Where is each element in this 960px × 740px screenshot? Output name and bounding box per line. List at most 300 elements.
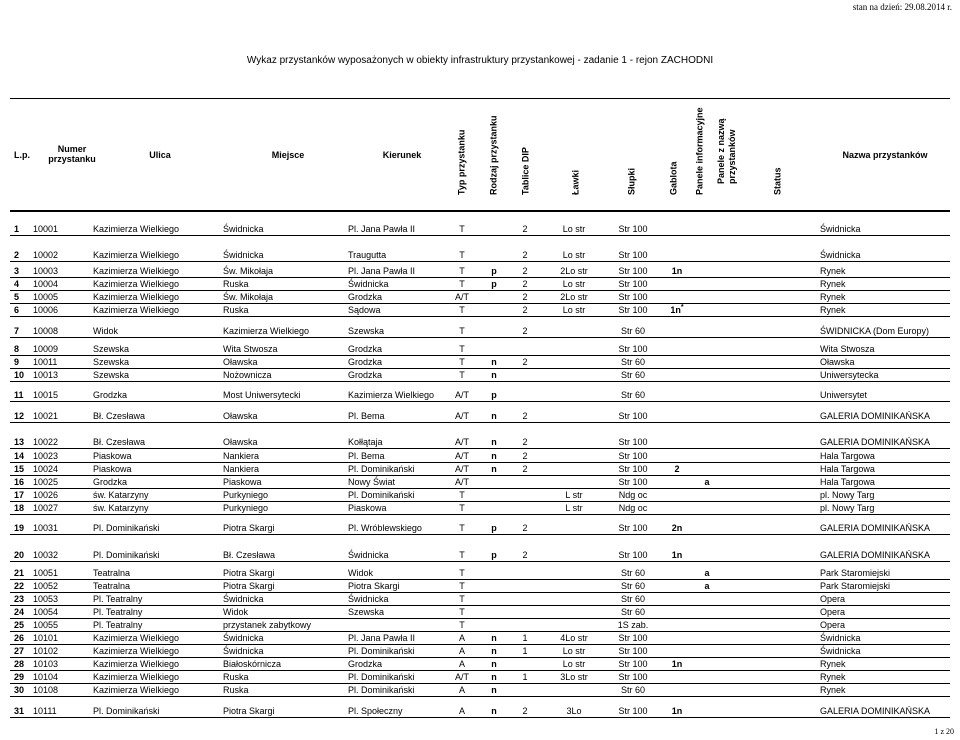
cell-na: Świdnicka xyxy=(820,646,861,656)
header-numer: Numer przystanku xyxy=(48,144,96,164)
cell-na: Opera xyxy=(820,594,846,604)
cell-num: 10002 xyxy=(33,250,59,260)
cell-lp: 24 xyxy=(14,607,25,617)
table-row xyxy=(10,304,950,317)
cell-lp: 2 xyxy=(14,250,20,260)
cell-t3: 2 xyxy=(522,523,528,533)
cell-t3: 2 xyxy=(522,224,528,234)
cell-ki: Kazimierza Wielkiego xyxy=(348,390,435,400)
table-row xyxy=(10,580,950,593)
cell-t2: n xyxy=(491,411,497,421)
cell-ki: Pl. Dominikański xyxy=(348,490,415,500)
header-nazwa: Nazwa przystanków xyxy=(842,150,928,160)
cell-lp: 28 xyxy=(14,659,25,669)
table-row xyxy=(10,684,950,697)
cell-t2: n xyxy=(491,706,497,716)
cell-ul: Kazimierza Wielkiego xyxy=(93,672,180,682)
cell-na: pl. Nowy Targ xyxy=(820,490,875,500)
cell-na: Park Staromiejski xyxy=(820,568,891,578)
cell-mi: Purkyniego xyxy=(223,490,269,500)
table-row xyxy=(10,265,950,278)
cell-num: 10101 xyxy=(33,633,59,643)
table-row xyxy=(10,463,950,476)
cell-mi: Widok xyxy=(223,607,249,617)
table-row xyxy=(10,619,950,632)
cell-t4: Lo str xyxy=(562,659,586,669)
cell-t2: n xyxy=(491,370,497,380)
cell-ul: Kazimierza Wielkiego xyxy=(93,292,180,302)
cell-mi: Ruska xyxy=(223,279,249,289)
cell-t5: Ndg oc xyxy=(618,503,648,513)
cell-t2: p xyxy=(491,266,497,276)
cell-lp: 21 xyxy=(14,568,25,578)
cell-t3: 2 xyxy=(522,326,528,336)
cell-t2: p xyxy=(491,523,497,533)
cell-ki: Grodzka xyxy=(348,357,383,367)
cell-mi: Świdnicka xyxy=(223,250,264,260)
footnote-mark: * xyxy=(680,304,684,311)
table-row xyxy=(10,632,950,645)
cell-t1: T xyxy=(459,266,465,276)
cell-num: 10052 xyxy=(33,581,59,591)
cell-ki: Szewska xyxy=(348,326,385,336)
cell-t6: 1n xyxy=(671,266,683,276)
cell-t5: Str 100 xyxy=(618,672,648,682)
cell-t4: 2Lo str xyxy=(560,266,588,276)
cell-na: Hala Targowa xyxy=(820,451,875,461)
cell-lp: 5 xyxy=(14,292,20,302)
cell-t2: p xyxy=(491,279,497,289)
document-date: stan na dzień: 29.08.2014 r. xyxy=(852,2,952,12)
cell-t1: T xyxy=(459,344,465,354)
header-kierunek: Kierunek xyxy=(382,150,422,160)
cell-lp: 8 xyxy=(14,344,20,354)
cell-ki: Grodzka xyxy=(348,370,383,380)
cell-t1: T xyxy=(459,607,465,617)
cell-lp: 30 xyxy=(14,685,25,695)
cell-ul: Bł. Czesława xyxy=(93,411,146,421)
cell-ki: Pl. Bema xyxy=(348,451,385,461)
cell-t6: 1n xyxy=(671,659,683,669)
table-row xyxy=(10,702,950,718)
header-gablota: Gablota xyxy=(668,161,679,195)
cell-num: 10055 xyxy=(33,620,59,630)
cell-ul: Szewska xyxy=(93,370,130,380)
cell-lp: 9 xyxy=(14,357,20,367)
cell-num: 10026 xyxy=(33,490,59,500)
cell-lp: 31 xyxy=(14,706,25,716)
cell-t5: Str 100 xyxy=(618,646,648,656)
cell-t1: A/T xyxy=(455,477,470,487)
cell-t1: A/T xyxy=(455,451,470,461)
cell-lp: 27 xyxy=(14,646,25,656)
cell-t1: A/T xyxy=(455,464,470,474)
cell-na: Oławska xyxy=(820,357,855,367)
cell-lp: 7 xyxy=(14,326,20,336)
cell-ul: św. Katarzyny xyxy=(93,490,149,500)
cell-ul: Kazimierza Wielkiego xyxy=(93,266,180,276)
cell-t3: 2 xyxy=(522,411,528,421)
cell-t4: Lo str xyxy=(562,279,586,289)
cell-mi: Piotra Skargi xyxy=(223,523,275,533)
cell-na: Uniwersytet xyxy=(820,390,868,400)
cell-na: Rynek xyxy=(820,672,846,682)
cell-ul: Pl. Dominikański xyxy=(93,706,160,716)
table-row xyxy=(10,489,950,502)
cell-na: GALERIA DOMINIKAŃSKA xyxy=(820,523,931,533)
cell-t3: 2 xyxy=(522,451,528,461)
table-row xyxy=(10,567,950,580)
cell-num: 10003 xyxy=(33,266,59,276)
cell-num: 10108 xyxy=(33,685,59,695)
cell-ki: Świdnicka xyxy=(348,279,389,289)
cell-lp: 6 xyxy=(14,305,20,315)
cell-ki: Grodzka xyxy=(348,344,383,354)
cell-t1: A/T xyxy=(455,390,470,400)
cell-num: 10022 xyxy=(33,437,59,447)
cell-t1: A/T xyxy=(455,437,470,447)
cell-t4: L str xyxy=(565,490,583,500)
header-miejsce: Miejsce xyxy=(271,150,305,160)
cell-t7: a xyxy=(704,581,710,591)
cell-ul: Kazimierza Wielkiego xyxy=(93,250,180,260)
cell-mi: Białoskórnicza xyxy=(223,659,282,669)
cell-num: 10006 xyxy=(33,305,59,315)
cell-lp: 19 xyxy=(14,523,25,533)
cell-t3: 2 xyxy=(522,279,528,289)
cell-t2: p xyxy=(491,390,497,400)
table-row xyxy=(10,658,950,671)
cell-lp: 16 xyxy=(14,477,25,487)
cell-mi: Ruska xyxy=(223,305,249,315)
cell-mi: Ruska xyxy=(223,685,249,695)
table-row xyxy=(10,386,950,402)
cell-mi: Oławska xyxy=(223,411,258,421)
table-row xyxy=(10,519,950,535)
cell-mi: Piaskowa xyxy=(223,477,262,487)
cell-ul: Grodzka xyxy=(93,390,128,400)
cell-na: Rynek xyxy=(820,266,846,276)
cell-na: ŚWIDNICKA (Dom Europy) xyxy=(820,326,930,336)
cell-lp: 1 xyxy=(14,224,20,234)
cell-t1: A/T xyxy=(455,411,470,421)
cell-num: 10011 xyxy=(33,357,58,367)
cell-t1: T xyxy=(459,550,465,560)
cell-ul: Teatralna xyxy=(93,568,131,578)
cell-ki: Grodzka xyxy=(348,292,383,302)
cell-t1: T xyxy=(459,279,465,289)
cell-num: 10013 xyxy=(33,370,59,380)
cell-na: Opera xyxy=(820,607,846,617)
cell-ul: św. Katarzyny xyxy=(93,503,149,513)
cell-t1: T xyxy=(459,305,465,315)
cell-t5: Ndg oc xyxy=(618,490,648,500)
cell-num: 10015 xyxy=(33,390,59,400)
cell-mi: Świdnicka xyxy=(223,594,264,604)
cell-ul: Kazimierza Wielkiego xyxy=(93,659,180,669)
cell-t6: 1n* xyxy=(670,304,684,315)
table-row xyxy=(10,502,950,515)
cell-ul: Kazimierza Wielkiego xyxy=(93,685,180,695)
cell-lp: 22 xyxy=(14,581,25,591)
table-row xyxy=(10,546,950,562)
cell-t1: T xyxy=(459,503,465,513)
cell-num: 10021 xyxy=(33,411,59,421)
cell-t1: T xyxy=(459,594,465,604)
cell-t4: Lo str xyxy=(562,646,586,656)
cell-t1: A/T xyxy=(455,292,470,302)
cell-mi: Św. Mikołaja xyxy=(223,266,274,276)
cell-t5: Str 60 xyxy=(620,357,645,367)
cell-ki: Traugutta xyxy=(348,250,387,260)
cell-t4: Lo str xyxy=(562,250,586,260)
cell-t5: Str 60 xyxy=(620,326,645,336)
cell-mi: Piotra Skargi xyxy=(223,568,275,578)
cell-num: 10053 xyxy=(33,594,59,604)
header-lawki: Ławki xyxy=(570,169,581,195)
cell-lp: 26 xyxy=(14,633,25,643)
table-row xyxy=(10,356,950,369)
cell-num: 10025 xyxy=(33,477,59,487)
cell-mi: Ruska xyxy=(223,672,249,682)
cell-ki: Pl. Dominikański xyxy=(348,672,415,682)
cell-ul: Kazimierza Wielkiego xyxy=(93,224,180,234)
cell-lp: 23 xyxy=(14,594,25,604)
cell-ki: Pl. Dominikański xyxy=(348,685,415,695)
cell-ul: Kazimierza Wielkiego xyxy=(93,633,180,643)
cell-t7: a xyxy=(704,568,710,578)
cell-num: 10023 xyxy=(33,451,59,461)
cell-t5: Str 100 xyxy=(618,706,648,716)
cell-ki: Pl. Bema xyxy=(348,411,385,421)
cell-t5: Str 100 xyxy=(618,451,648,461)
cell-mi: Bł. Czesława xyxy=(223,550,276,560)
cell-na: Rynek xyxy=(820,659,846,669)
cell-mi: Nankiera xyxy=(223,451,260,461)
cell-mi: Oławska xyxy=(223,437,258,447)
cell-t5: Str 100 xyxy=(618,250,648,260)
cell-t5: Str 100 xyxy=(618,224,648,234)
cell-ul: Pl. Teatralny xyxy=(93,620,143,630)
cell-ki: Grodzka xyxy=(348,659,383,669)
table-row xyxy=(10,369,950,382)
cell-t2: n xyxy=(491,464,497,474)
table-row xyxy=(10,476,950,489)
cell-ul: Pl. Teatralny xyxy=(93,594,143,604)
cell-na: pl. Nowy Targ xyxy=(820,503,875,513)
cell-ul: Teatralna xyxy=(93,581,131,591)
cell-lp: 15 xyxy=(14,464,25,474)
cell-t1: T xyxy=(459,523,465,533)
cell-t1: T xyxy=(459,250,465,260)
cell-lp: 29 xyxy=(14,672,25,682)
cell-na: Świdnicka xyxy=(820,224,861,234)
cell-num: 10054 xyxy=(33,607,59,617)
cell-t2: n xyxy=(491,357,497,367)
cell-na: Rynek xyxy=(820,685,846,695)
cell-t5: Str 100 xyxy=(618,279,648,289)
table-header xyxy=(10,100,950,208)
cell-t5: Str 100 xyxy=(618,305,648,315)
cell-mi: Nankiera xyxy=(223,464,260,474)
cell-t5: Str 100 xyxy=(618,550,648,560)
cell-num: 10008 xyxy=(33,326,59,336)
cell-t1: T xyxy=(459,224,465,234)
cell-t1: T xyxy=(459,357,465,367)
cell-t4: 4Lo str xyxy=(560,633,588,643)
cell-num: 10111 xyxy=(33,706,57,716)
cell-t5: Str 60 xyxy=(620,370,645,380)
cell-ki: Pl. Jana Pawła II xyxy=(348,633,416,643)
cell-na: Hala Targowa xyxy=(820,477,875,487)
header-panele-informacyjne: Panele informacyjne xyxy=(694,107,705,195)
cell-t1: T xyxy=(459,490,465,500)
cell-lp: 18 xyxy=(14,503,25,513)
cell-t2: n xyxy=(491,451,497,461)
cell-t5: Str 60 xyxy=(620,685,645,695)
cell-lp: 14 xyxy=(14,451,25,461)
cell-t1: T xyxy=(459,581,465,591)
cell-ul: Widok xyxy=(93,326,119,336)
cell-ul: Bł. Czesława xyxy=(93,437,146,447)
cell-t4: Lo str xyxy=(562,224,586,234)
cell-mi: Świdnicka xyxy=(223,646,264,656)
cell-t1: A xyxy=(458,659,465,669)
cell-na: Opera xyxy=(820,620,846,630)
cell-mi: Kazimierza Wielkiego xyxy=(223,326,310,336)
cell-ul: Szewska xyxy=(93,357,130,367)
header-rodzaj: Rodzaj przystanku xyxy=(488,115,499,195)
cell-mi: Nożownicza xyxy=(223,370,272,380)
cell-t3: 1 xyxy=(522,633,528,643)
cell-t3: 2 xyxy=(522,550,528,560)
cell-ul: Pl. Teatralny xyxy=(93,607,143,617)
cell-mi: Oławska xyxy=(223,357,258,367)
cell-na: Rynek xyxy=(820,292,846,302)
cell-t5: Str 100 xyxy=(618,523,648,533)
table-row xyxy=(10,433,950,449)
cell-t5: Str 100 xyxy=(618,344,648,354)
cell-ki: Widok xyxy=(348,568,374,578)
cell-t1: T xyxy=(459,620,465,630)
header-slupki: Słupki xyxy=(626,167,637,195)
table-row xyxy=(10,220,950,236)
cell-t3: 2 xyxy=(522,706,528,716)
cell-t4: 2Lo str xyxy=(560,292,588,302)
header-panele-nazwa: Panele z nazwą przystanków xyxy=(716,118,737,184)
cell-na: GALERIA DOMINIKAŃSKA xyxy=(820,706,931,716)
cell-lp: 4 xyxy=(14,279,20,289)
cell-t2: n xyxy=(491,646,497,656)
cell-t1: T xyxy=(459,568,465,578)
cell-t4: 3Lo str xyxy=(560,672,588,682)
header-bottom-rule xyxy=(10,210,950,212)
cell-num: 10001 xyxy=(33,224,59,234)
cell-t2: n xyxy=(491,672,497,682)
cell-t7: a xyxy=(704,477,710,487)
cell-t3: 2 xyxy=(522,292,528,302)
cell-ul: Kazimierza Wielkiego xyxy=(93,305,180,315)
cell-mi: przystanek zabytkowy xyxy=(223,620,312,630)
cell-na: Park Staromiejski xyxy=(820,581,891,591)
cell-t4: 3Lo xyxy=(566,706,582,716)
table-row xyxy=(10,322,950,338)
cell-num: 10009 xyxy=(33,344,59,354)
cell-num: 10005 xyxy=(33,292,59,302)
cell-t5: Str 100 xyxy=(618,437,648,447)
cell-lp: 17 xyxy=(14,490,25,500)
header-top-rule xyxy=(10,98,950,99)
cell-t6: 2 xyxy=(674,464,680,474)
cell-ul: Piaskowa xyxy=(93,464,132,474)
cell-mi: Wita Stwosza xyxy=(223,344,278,354)
table-row xyxy=(10,246,950,262)
cell-t3: 2 xyxy=(522,305,528,315)
cell-t1: A xyxy=(458,646,465,656)
cell-num: 10027 xyxy=(33,503,59,513)
cell-na: Wita Stwosza xyxy=(820,344,875,354)
cell-t1: A xyxy=(458,706,465,716)
cell-t1: T xyxy=(459,326,465,336)
cell-num: 10051 xyxy=(33,568,59,578)
cell-t5: Str 100 xyxy=(618,659,648,669)
cell-t6: 2n xyxy=(671,523,683,533)
cell-t5: Str 60 xyxy=(620,594,645,604)
cell-num: 10024 xyxy=(33,464,59,474)
cell-t2: n xyxy=(491,437,497,447)
cell-t1: T xyxy=(459,370,465,380)
cell-t4: L str xyxy=(565,503,583,513)
cell-ki: Kołłątaja xyxy=(348,437,383,447)
table-row xyxy=(10,593,950,606)
cell-t5: Str 60 xyxy=(620,581,645,591)
cell-t2: n xyxy=(491,659,497,669)
cell-t5: Str 60 xyxy=(620,607,645,617)
cell-mi: Św. Mikołaja xyxy=(223,292,274,302)
cell-mi: Świdnicka xyxy=(223,224,264,234)
cell-t3: 2 xyxy=(522,357,528,367)
cell-na: Hala Targowa xyxy=(820,464,875,474)
cell-ul: Kazimierza Wielkiego xyxy=(93,646,180,656)
cell-lp: 3 xyxy=(14,266,20,276)
cell-lp: 10 xyxy=(14,370,25,380)
cell-num: 10004 xyxy=(33,279,59,289)
cell-t3: 2 xyxy=(522,464,528,474)
cell-ul: Szewska xyxy=(93,344,130,354)
header-ulica: Ulica xyxy=(149,150,171,160)
cell-ul: Grodzka xyxy=(93,477,128,487)
cell-ki: Pl. Dominikański xyxy=(348,464,415,474)
header-status: Status xyxy=(772,167,783,195)
cell-t5: Str 100 xyxy=(618,464,648,474)
cell-ki: Pl. Wróblewskiego xyxy=(348,523,422,533)
cell-num: 10104 xyxy=(33,672,59,682)
cell-t5: Str 100 xyxy=(618,633,648,643)
cell-ki: Piotra Skargi xyxy=(348,581,400,591)
cell-lp: 13 xyxy=(14,437,25,447)
cell-num: 10031 xyxy=(33,523,59,533)
cell-ki: Nowy Świat xyxy=(348,477,396,487)
cell-t4: Lo str xyxy=(562,305,586,315)
cell-t2: n xyxy=(491,633,497,643)
cell-t3: 1 xyxy=(522,646,528,656)
cell-na: GALERIA DOMINIKAŃSKA xyxy=(820,437,931,447)
cell-t3: 2 xyxy=(522,250,528,260)
cell-t2: p xyxy=(491,550,497,560)
cell-ki: Sądowa xyxy=(348,305,381,315)
cell-t3: 2 xyxy=(522,266,528,276)
table-row xyxy=(10,407,950,423)
